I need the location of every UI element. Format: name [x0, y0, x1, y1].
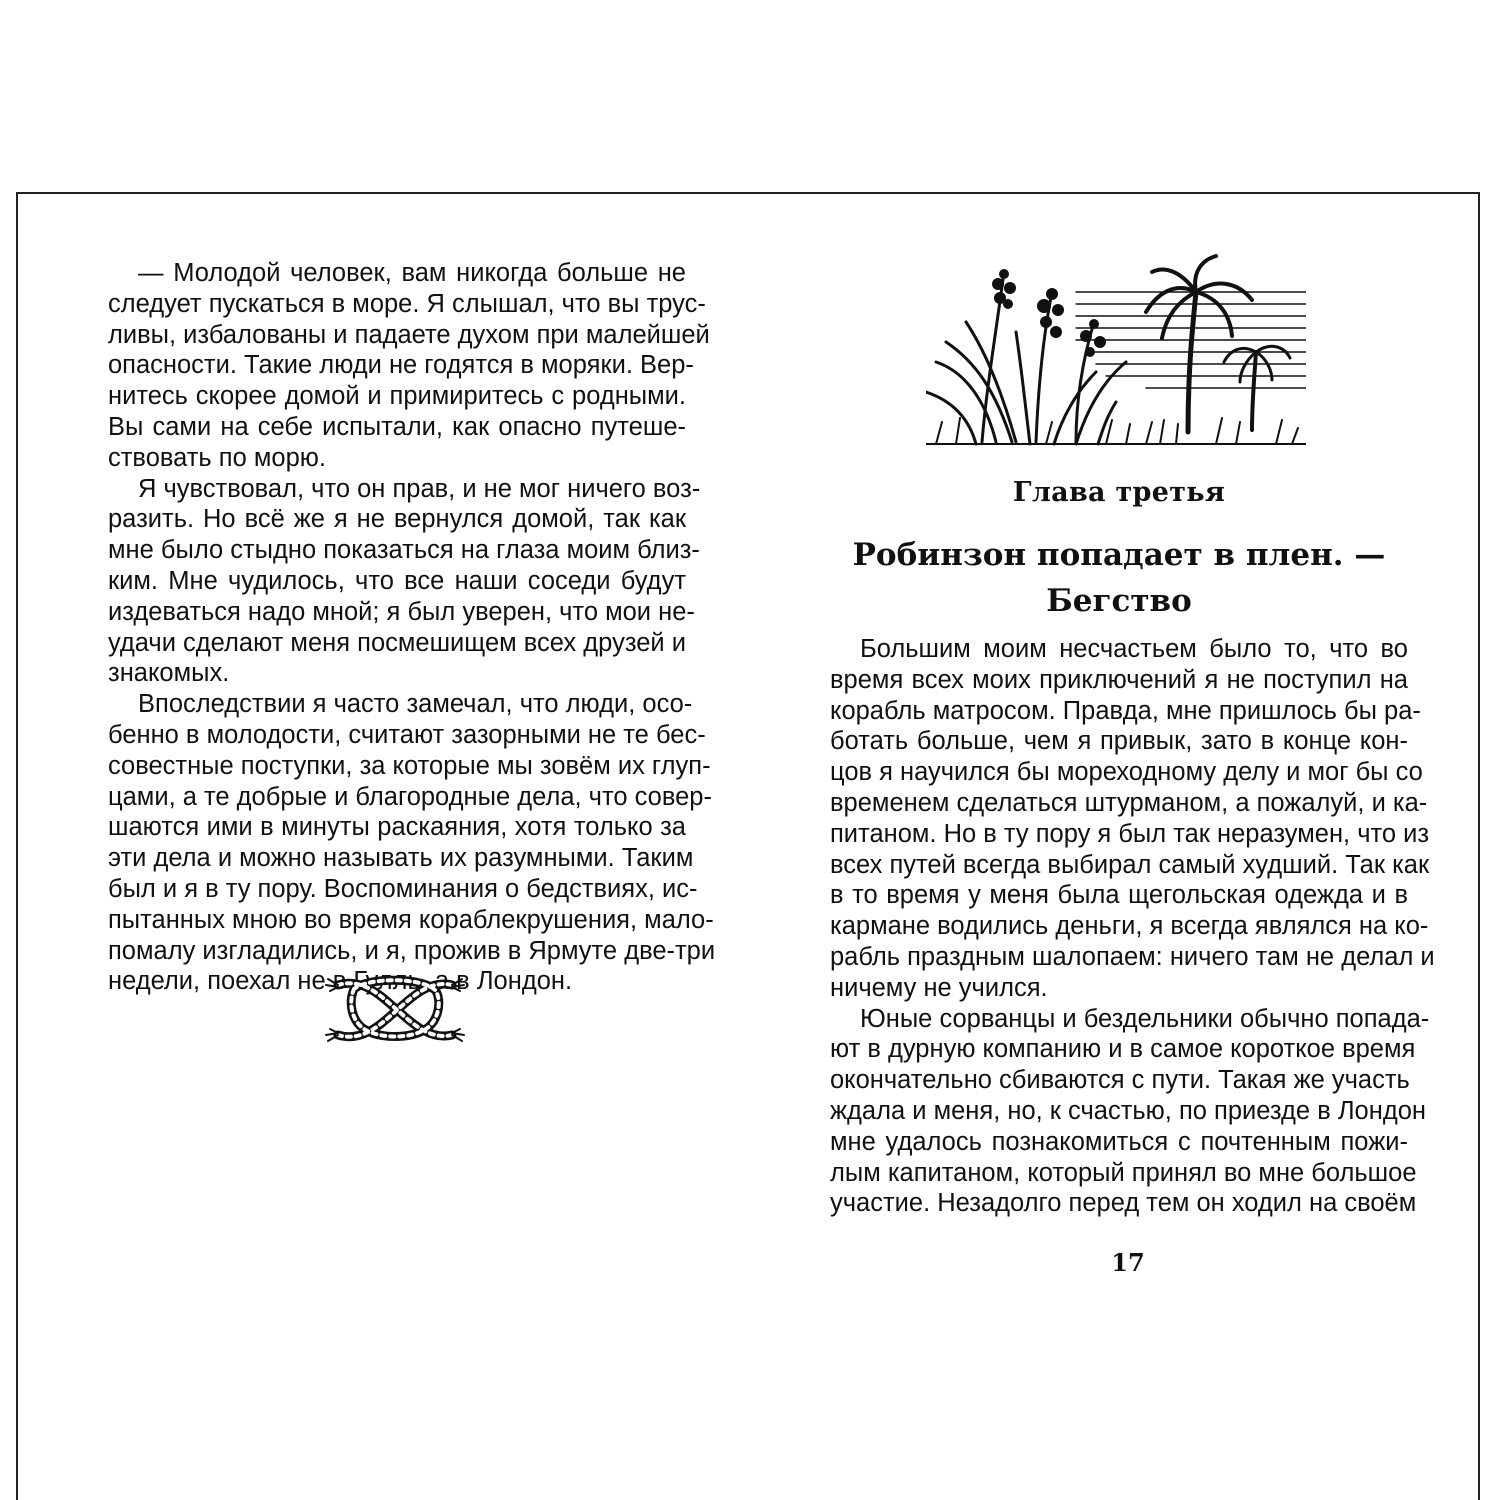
left-paragraph-1	[108, 258, 710, 474]
text-line: Я чувствовал, что он прав, и не мог ничего воз-	[138, 474, 701, 503]
text-line: корабль матросом. Правда, мне пришлось бы ра-	[830, 696, 1421, 725]
text-line: окончательно сбиваются с пути. Такая же участь	[830, 1066, 1410, 1095]
left-paragraph-3	[108, 689, 716, 997]
text-line: эти дела и можно называть их разумными. Таким	[108, 844, 694, 873]
text-line: ким. Мне чудилось, что все наши соседи будут	[108, 566, 686, 595]
text-line: ливы, избалованы и падаете духом при малейшей	[108, 320, 710, 349]
text-line: участие. Незадолго перед тем он ходил на своём	[830, 1189, 1417, 1218]
text-line: мне было стыдно показаться на глаза моим близ-	[108, 536, 700, 565]
text-line: — Молодой человек, вам никогда больше не	[138, 259, 686, 287]
text-line: в то время у меня была щегольская одежда и в	[830, 881, 1408, 910]
text-line: Впоследствии я часто замечал, что люди, осо-	[138, 690, 693, 719]
text-line: Большим моим несчастьем было то, что во	[860, 635, 1408, 663]
text-line: ждала и меня, но, к счастью, по приезде в Лондон	[830, 1096, 1426, 1125]
left-page-text	[108, 258, 716, 997]
right-paragraph-1	[830, 634, 1435, 1004]
text-line: мне удалось познакомиться с почтенным пожи-	[830, 1127, 1408, 1156]
right-page-text	[830, 634, 1435, 1219]
text-line: время всех моих приключений я не поступил на	[830, 665, 1408, 694]
text-line: ствовать по морю.	[108, 443, 326, 472]
text-line: нитесь скорее домой и примиритесь с родными.	[108, 382, 686, 411]
text-line: цов я научился бы мореходному делу и мог бы со	[830, 758, 1423, 787]
text-line: кармане водились деньги, я всегда являлся на ко-	[830, 912, 1429, 941]
text-line: разить. Но всё же я не вернулся домой, так как	[108, 505, 686, 534]
text-line: временем сделаться штурманом, а пожалуй, и ка-	[830, 788, 1428, 817]
rope-knot-icon	[324, 969, 466, 1051]
text-line: бенно в молодости, считают зазорными не те бес-	[108, 720, 706, 749]
text-line: цами, а те добрые и благородные дела, что совер-	[108, 782, 712, 811]
text-line: знакомых.	[108, 659, 230, 688]
text-line: недели, поехал не в Гулль, а в Лондон.	[108, 967, 573, 996]
text-line: опасности. Такие люди не годятся в моряки. Вер-	[108, 351, 694, 380]
text-line: пытанных мною во время кораблекрушения, мало-	[108, 905, 714, 934]
text-line: шаются ими в минуты раскаяния, хотя только за	[108, 813, 686, 842]
text-line: издеваться надо мной; я был уверен, что мои не-	[108, 597, 695, 626]
chapter-title-line: Робинзон попадает в плен. —	[852, 537, 1386, 573]
page-number: 17	[1111, 1248, 1145, 1277]
text-line: ботать больше, чем я привык, зато в конце кон-	[830, 727, 1408, 756]
text-line: ничему не учился.	[830, 973, 1048, 1002]
text-line: следует пускаться в море. Я слышал, что вы трус-	[108, 289, 706, 318]
left-paragraph-2	[108, 474, 701, 690]
text-line: помалу изгладились, и я, прожив в Ярмуте две-три	[108, 936, 716, 965]
text-line: лым капитаном, который принял во мне большое	[830, 1158, 1417, 1187]
text-line: совестные поступки, за которые мы зовём их глуп-	[108, 751, 711, 780]
text-line: ют в дурную компанию и в самое короткое время	[830, 1035, 1416, 1064]
text-line: питаном. Но в ту пору я был так неразумен, что из	[830, 819, 1430, 848]
text-line: всех путей всегда выбирал самый худший. Так как	[830, 850, 1430, 879]
right-paragraph-2	[830, 1004, 1430, 1220]
text-line: Вы сами на себе испытали, как опасно путеше-	[108, 412, 686, 441]
text-line: рабль праздным шалопаем: ничего там не делал и	[830, 942, 1435, 971]
book-spread	[16, 192, 1480, 1500]
text-line: удачи сделают меня посмешищем всех друзей и	[108, 628, 686, 657]
chapter-title	[830, 532, 1408, 624]
palm-and-flowers-illustration	[926, 252, 1306, 448]
text-line: Юные сорванцы и бездельники обычно попада-	[860, 1004, 1430, 1033]
chapter-label: Глава третья	[1012, 477, 1226, 508]
chapter-title-line: Бегство	[1046, 583, 1192, 619]
text-line: был и я в ту пору. Воспоминания о бедствиях, ис-	[108, 874, 698, 903]
